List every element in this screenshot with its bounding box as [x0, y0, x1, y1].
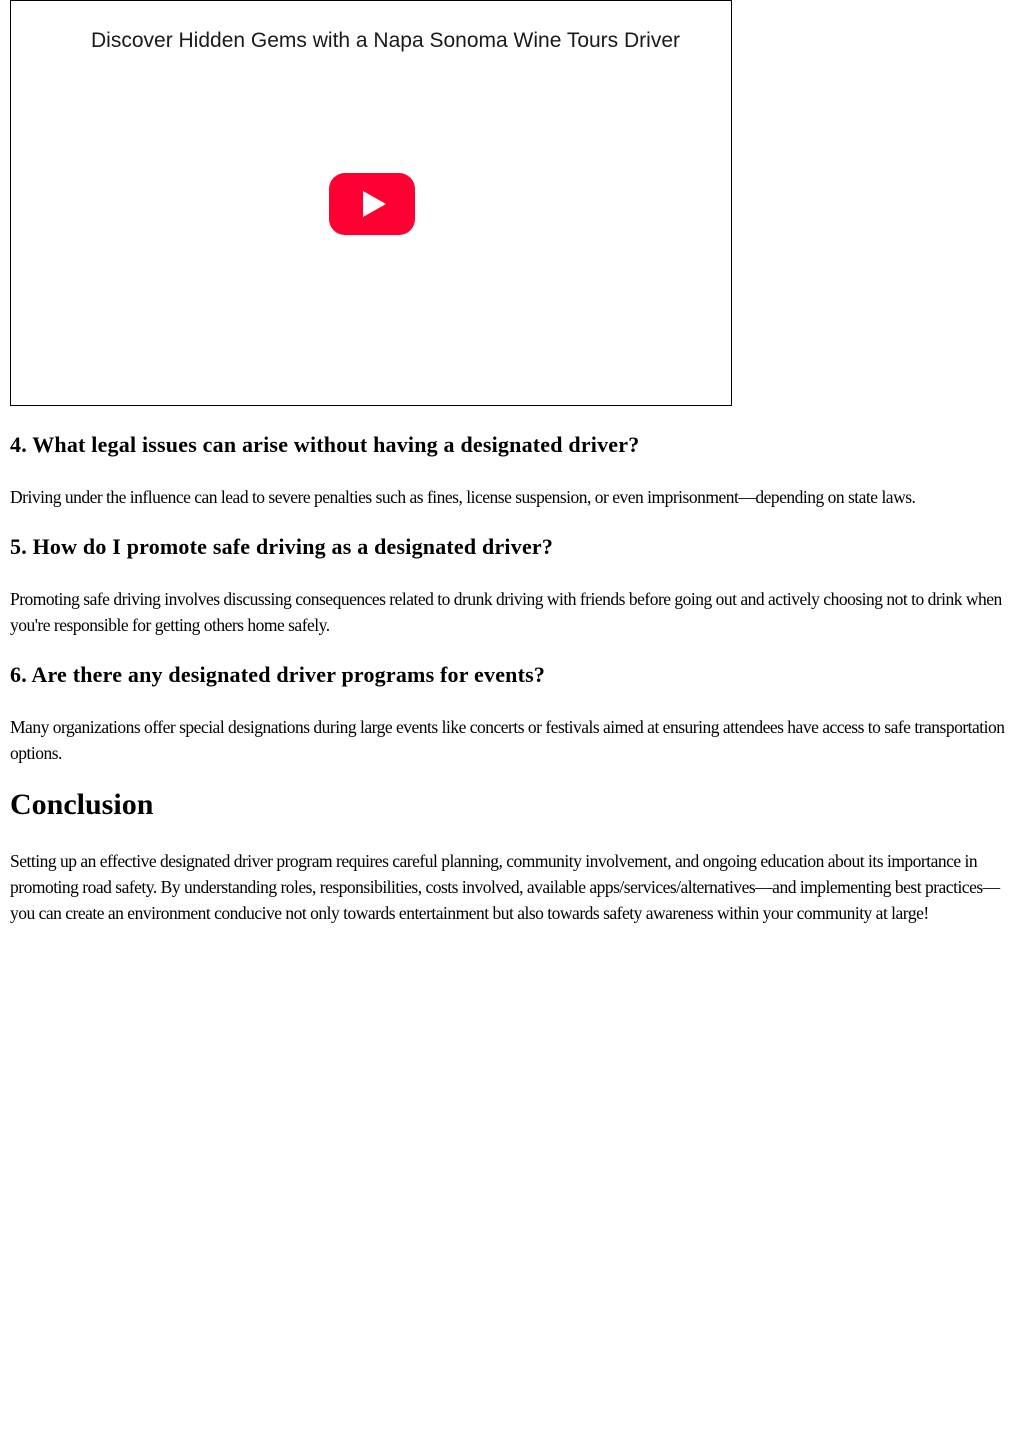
faq-heading-5: 5. How do I promote safe driving as a designated driver? [10, 534, 554, 559]
faq-answer-4: Driving under the influence can lead to severe penalties such as fines, license suspension, or even imprisonment—depending on state laws. [10, 487, 916, 507]
article-content [10, 428, 1010, 946]
faq-heading-6: 6. Are there any designated driver programs for events? [10, 662, 546, 687]
conclusion-heading: Conclusion [10, 788, 154, 821]
faq-heading-4: 4. What legal issues can arise without having a designated driver? [10, 432, 640, 457]
video-title[interactable]: Discover Hidden Gems with a Napa Sonoma Wine Tours Driver [91, 29, 681, 52]
video-embed[interactable] [10, 0, 732, 406]
faq-answer-5: Promoting safe driving involves discussing consequences related to drunk driving with friends before going out and actively choosing not to drink when you're responsible for getting others home safely. [10, 589, 1002, 635]
conclusion-body: Setting up an effective designated driver program requires careful planning, community involvement, and ongoing education about its importance in promoting road safety. By understanding roles, responsibilities, costs involved, available apps/services/alternatives—and implementing best practices—you can create an environment conducive not only towards entertainment but also towards safety awareness within your community at large! [10, 851, 1000, 923]
youtube-play-icon[interactable] [329, 173, 415, 235]
faq-answer-6: Many organizations offer special designations during large events like concerts or festivals aimed at ensuring attendees have access to safe transportation options. [10, 717, 1005, 763]
